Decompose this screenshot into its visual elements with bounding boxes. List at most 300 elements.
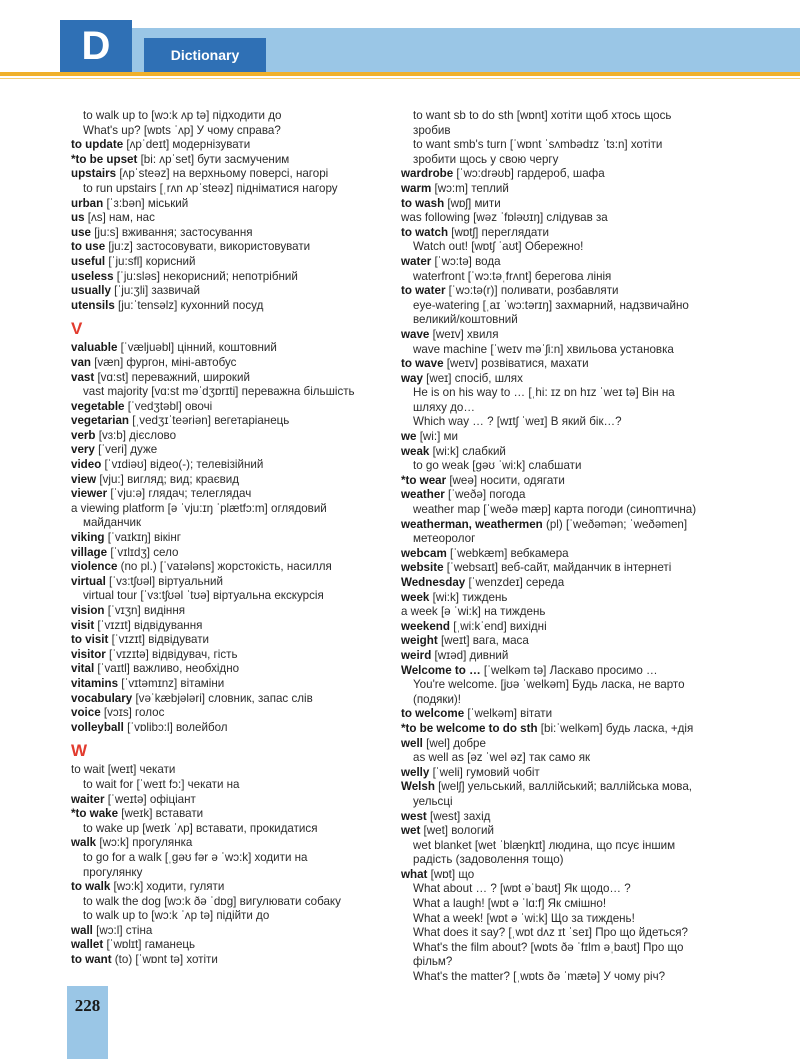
dictionary-entry	[71, 109, 391, 124]
entry-text: [ju:s] вживання; застосування	[90, 225, 253, 239]
dictionary-entry	[71, 619, 391, 634]
dictionary-entry	[401, 955, 701, 970]
dictionary-entry	[401, 488, 701, 503]
entry-headword: to visit	[71, 633, 109, 647]
entry-text: [vəˈkæbjələri] словник, запас слів	[132, 691, 313, 705]
entry-text: уельсці	[413, 794, 453, 808]
dictionary-entry	[401, 270, 701, 285]
entry-headword: to watch	[401, 225, 449, 239]
entry-text: [wɒt] що	[427, 867, 475, 881]
entry-headword: us	[71, 211, 85, 225]
dictionary-entry	[71, 909, 391, 924]
dictionary-entry	[401, 664, 701, 679]
dictionary-entry	[401, 547, 701, 562]
entry-headword: visit	[71, 618, 95, 632]
dictionary-entry	[71, 793, 391, 808]
right-column	[401, 109, 701, 985]
dictionary-entry	[71, 677, 391, 692]
dictionary-entry	[71, 924, 391, 939]
entry-text: to want sb to do sth [wɒnt] хотіти щоб хтось щось	[413, 109, 672, 122]
entry-headword: west	[401, 809, 427, 823]
entry-text: великий/коштовний	[413, 313, 518, 327]
entry-headword: walk	[71, 836, 97, 850]
entry-headword: violence	[71, 560, 118, 574]
entry-text: [ˈɜ:bən] міський	[103, 196, 189, 210]
page-number: 228	[74, 996, 101, 1015]
entry-text: [ˈwɔ:drəʊb] гардероб, шафа	[453, 167, 605, 181]
dictionary-entry	[71, 706, 391, 721]
header-letter: D	[60, 20, 132, 72]
entry-text: [ˌwi:kˈend] вихідні	[449, 619, 547, 633]
dictionary-entry	[401, 780, 701, 795]
dictionary-entry	[401, 882, 701, 897]
dictionary-entry	[71, 458, 391, 473]
entry-text: майданчик	[83, 516, 142, 530]
entry-headword: Welcome to …	[401, 663, 481, 677]
entry-headword: welly	[401, 765, 430, 779]
entry-text: [ˈweðə] погода	[444, 488, 526, 502]
entry-text: [weɪt] вага, маса	[437, 634, 529, 648]
entry-headword: vegetarian	[71, 414, 129, 428]
dictionary-entry	[401, 620, 701, 635]
dictionary-entry	[401, 722, 701, 737]
entry-text: to walk up to [wɔ:k ʌp tə] підходити до	[83, 109, 282, 122]
entry-text: [ˈvaɪkɪŋ] вікінг	[104, 531, 182, 545]
dictionary-entry	[401, 634, 701, 649]
entry-text: [wɔ:k] ходити, гуляти	[110, 880, 225, 894]
entry-headword: village	[71, 545, 108, 559]
dictionary-entry	[401, 474, 701, 489]
entry-text: [ˈju:sfl] корисний	[105, 254, 196, 268]
dictionary-entry	[401, 561, 701, 576]
dictionary-entry	[71, 284, 391, 299]
entry-text: to go for a walk [ˌgəʊ fər ə ˈwɔ:k] ходити на	[83, 850, 308, 864]
entry-text: [ʌpˈdeɪt] модернізувати	[123, 138, 251, 152]
dictionary-entry	[71, 895, 391, 910]
dictionary-entry	[401, 313, 701, 328]
dictionary-entry	[401, 226, 701, 241]
header-rule	[0, 72, 800, 76]
entry-text: [weə] носити, одягати	[446, 473, 565, 487]
dictionary-entry	[401, 445, 701, 460]
entry-text: [weɪ] спосіб, шлях	[422, 371, 523, 385]
entry-text: фільм?	[413, 955, 453, 969]
entry-text: [ˈvju:ə] глядач; телеглядач	[107, 487, 252, 501]
entry-headword: weekend	[401, 619, 450, 633]
entry-headword: to use	[71, 240, 106, 254]
entry-text: [wɒʃ] мити	[444, 196, 501, 210]
entry-text: [ju:ˈtensəlz] кухонний посуд	[114, 298, 264, 312]
entry-headword: to want	[71, 953, 112, 967]
dictionary-entry	[71, 356, 391, 371]
dictionary-entry	[401, 897, 701, 912]
dictionary-entry	[71, 778, 391, 793]
entry-text: Which way … ? [wɪtʃ ˈweɪ] В який бік…?	[413, 415, 622, 429]
entry-text: to walk up to [wɔ:k ˈʌp tə] підійти до	[83, 909, 270, 923]
entry-headword: *to be welcome to do sth	[401, 721, 538, 735]
entry-text: virtual tour [ˈvɜ:tʃʊəl ˈtʊə] віртуальна екскурсія	[83, 589, 324, 603]
left-column	[71, 109, 391, 968]
dictionary-entry	[71, 487, 391, 502]
entry-headword: useless	[71, 269, 114, 283]
entry-text: [ˈvɪzɪt] відвідувати	[108, 633, 209, 647]
dictionary-entry	[401, 182, 701, 197]
dictionary-entry	[401, 707, 701, 722]
dictionary-entry	[401, 853, 701, 868]
entry-text: to wait [weɪt] чекати	[71, 763, 176, 777]
entry-text: to go weak [gəʊ ˈwi:k] слабшати	[413, 459, 582, 473]
dictionary-entry	[71, 341, 391, 356]
entry-text: waterfront [ˈwɔ:təˌfrʌnt] берегова лінія	[413, 269, 612, 283]
dictionary-entry	[401, 284, 701, 299]
entry-text: зробив	[413, 123, 451, 137]
entry-headword: utensils	[71, 298, 115, 312]
entry-text: [ˌvedʒɪˈteəriən] вегетаріанець	[129, 414, 290, 428]
entry-headword: to wave	[401, 357, 444, 371]
dictionary-entry	[401, 138, 701, 153]
entry-text: [weɪv] розвіватися, махати	[443, 357, 589, 371]
dictionary-entry	[401, 197, 701, 212]
page-header	[0, 0, 800, 72]
dictionary-entry	[401, 386, 701, 401]
entry-headword: upstairs	[71, 167, 117, 181]
entry-text: a viewing platform [ə ˈvju:ɪŋ ˈplætfɔ:m] оглядовий	[71, 501, 327, 515]
entry-text: a week [ə ˈwi:k] на тиждень	[401, 605, 546, 619]
entry-text: [ˈvɪʒn] видіння	[104, 604, 186, 617]
entry-headword: Welsh	[401, 780, 435, 794]
dictionary-entry	[401, 912, 701, 927]
entry-headword: video	[71, 458, 102, 472]
entry-text: [wɔ:k] прогулянка	[96, 836, 193, 850]
dictionary-entry	[71, 575, 391, 590]
entry-text: радість (задоволення тощо)	[413, 853, 564, 867]
entry-text: [welʃ] уельський, валлійський; валлійська мова,	[434, 780, 693, 794]
entry-headword: to walk	[71, 880, 111, 894]
dictionary-entry	[71, 516, 391, 531]
dictionary-entry	[401, 415, 701, 430]
dictionary-entry	[71, 648, 391, 663]
dictionary-entry	[71, 851, 391, 866]
entry-headword: volleyball	[71, 720, 124, 734]
entry-text: What a laugh! [wɒt ə ˈlɑ:f] Як смішно!	[413, 897, 607, 911]
entry-text: [wɪəd] дивний	[431, 648, 509, 662]
entry-headword: wet	[401, 824, 421, 838]
dictionary-entry	[401, 343, 701, 358]
entry-text: [ˈwɔ:tə] вода	[431, 254, 501, 268]
entry-text: [ˈwebkæm] вебкамера	[446, 546, 569, 560]
entry-headword: water	[401, 254, 432, 268]
dictionary-entry	[401, 328, 701, 343]
dictionary-entry	[401, 839, 701, 854]
entry-text: [ˈvedʒtəbl] овочі	[124, 399, 213, 413]
dictionary-entry	[401, 970, 701, 985]
entry-text: (pl) [ˈweðəmən; ˈweðəmen]	[542, 517, 688, 531]
entry-headword: waiter	[71, 792, 105, 806]
entry-text: to wait for [ˈweɪt fɔ:] чекати на	[83, 777, 240, 791]
entry-text: [wɔ:m] теплий	[431, 181, 509, 195]
entry-text: (подяки)!	[413, 692, 462, 706]
entry-text: [ˈvɪlɪdʒ] село	[107, 545, 179, 559]
entry-text: to run upstairs [ˌrʌn ʌpˈsteəz] підніматися нагору	[83, 181, 338, 195]
entry-text: [ˈwelkəm tə] Ласкаво просимо …	[480, 663, 658, 677]
entry-text: [ˈvɪtəmɪnz] вітаміни	[118, 676, 225, 690]
entry-headword: verb	[71, 428, 96, 442]
entry-text: [væn] фургон, міні-автобус	[90, 355, 237, 369]
dictionary-entry	[401, 240, 701, 255]
entry-headword: useful	[71, 254, 106, 268]
entry-text: [ˈweli] гумовий чобіт	[429, 765, 540, 779]
dictionary-entry	[71, 167, 391, 182]
entry-text: (no pl.) [ˈvaɪələns] жорстокість, насилля	[117, 560, 332, 574]
entry-headword: urban	[71, 196, 104, 210]
entry-text: weather map [ˈweðə mæp] карта погоди (синоптична)	[413, 503, 697, 517]
entry-headword: what	[401, 867, 428, 881]
dictionary-entry	[71, 589, 391, 604]
dictionary-entry	[401, 109, 701, 124]
dictionary-entry	[71, 633, 391, 648]
entry-text: [ˈwebsaɪt] веб-сайт, майданчик в інтернеті	[443, 561, 672, 575]
entry-text: [ˈvɪdiəʊ] відео(-); телевізійний	[101, 458, 264, 472]
entry-headword: weak	[401, 444, 430, 458]
dictionary-entry	[71, 938, 391, 953]
dictionary-entry	[401, 795, 701, 810]
entry-headword: very	[71, 443, 95, 457]
dictionary-entry	[71, 836, 391, 851]
entry-text: [bi: ʌpˈset] бути засмученим	[137, 152, 290, 166]
entry-headword: visitor	[71, 647, 106, 661]
entry-headword: weird	[401, 648, 432, 662]
dictionary-entry	[71, 866, 391, 881]
entry-text: [ʌs] нам, нас	[84, 211, 155, 225]
dictionary-entry	[71, 270, 391, 285]
entry-headword: voice	[71, 706, 101, 720]
entry-headword: viewer	[71, 487, 108, 501]
entry-text: [ˈju:sləs] некорисний; непотрібний	[113, 269, 298, 283]
entry-text: was following [wəz ˈfɒləʊɪŋ] слідував за	[401, 211, 608, 225]
dictionary-entry	[401, 737, 701, 752]
entry-headword: vast	[71, 370, 95, 384]
dictionary-entry	[401, 751, 701, 766]
entry-headword: vitamins	[71, 676, 119, 690]
dictionary-entry	[71, 473, 391, 488]
dictionary-entry	[71, 255, 391, 270]
entry-text: [wi:k] слабкий	[429, 444, 506, 458]
entry-text: [ju:z] застосовувати, використовувати	[105, 240, 311, 254]
entry-headword: van	[71, 355, 91, 369]
entry-text: What's the matter? [ˌwɒts ðə ˈmætə] У чому річ?	[413, 970, 666, 984]
dictionary-entry	[71, 560, 391, 575]
dictionary-entry	[71, 443, 391, 458]
dictionary-entry	[401, 372, 701, 387]
entry-text: [ˈvɪzɪtə] відвідувач, гість	[105, 647, 238, 661]
entry-text: шляху до…	[413, 400, 475, 414]
header-title: Dictionary	[144, 38, 266, 72]
dictionary-entry	[401, 153, 701, 168]
entry-text: [wet] вологий	[420, 824, 495, 838]
dictionary-entry	[401, 401, 701, 416]
entry-text: [ˈweɪtə] офіціант	[104, 792, 196, 806]
entry-headword: *to be upset	[71, 152, 138, 166]
entry-text: [weɪk] вставати	[118, 807, 204, 821]
entry-text: [ˈveri] дуже	[94, 443, 158, 457]
entry-text: What's the film about? [wɒts ðə ˈfɪlm əˌbaʊt] Про що	[413, 940, 684, 954]
entry-text: He is on his way to … [ˌhi: ɪz ɒn hɪz ˈweɪ tə] Він на	[413, 386, 675, 400]
entry-headword: usually	[71, 284, 111, 298]
entry-text: You're welcome. [jʊə ˈwelkəm] Будь ласка, не варто	[413, 678, 685, 692]
entry-headword: vegetable	[71, 399, 125, 413]
entry-headword: use	[71, 225, 91, 239]
entry-headword: to water	[401, 284, 446, 298]
entry-headword: vital	[71, 662, 95, 676]
entry-text: [ˈwenzdeɪ] середа	[465, 576, 565, 589]
entry-text: [wi:] ми	[416, 430, 458, 444]
entry-headword: website	[401, 561, 444, 575]
entry-headword: *to wake	[71, 807, 119, 821]
dictionary-entry	[71, 763, 391, 778]
entry-headword: way	[401, 371, 423, 385]
dictionary-entry	[71, 721, 391, 736]
dictionary-entry	[401, 810, 701, 825]
entry-text: [ˈwɔ:tə(r)] поливати, розбавляти	[445, 284, 619, 298]
entry-text: [weɪv] хвиля	[429, 327, 499, 341]
entry-headword: view	[71, 472, 97, 486]
entry-text: [ˈvɜ:tʃʊəl] віртуальний	[105, 574, 223, 588]
header-rule-thin	[0, 78, 800, 79]
dictionary-entry	[71, 662, 391, 677]
entry-headword: well	[401, 736, 423, 750]
dictionary-entry	[401, 532, 701, 547]
dictionary-entry	[71, 429, 391, 444]
entry-headword: valuable	[71, 341, 118, 355]
dictionary-entry	[71, 211, 391, 226]
entry-text: [vɑ:st] переважний, широкий	[94, 370, 250, 384]
entry-text: as well as [əz ˈwel əz] так само як	[413, 751, 591, 765]
entry-text: wet blanket [wet ˈblæŋkɪt] людина, що псує іншим	[413, 838, 676, 852]
entry-headword: we	[401, 430, 417, 444]
dictionary-entry	[401, 299, 701, 314]
dictionary-entry	[401, 591, 701, 606]
entry-headword: viking	[71, 531, 105, 545]
dictionary-entry	[71, 692, 391, 707]
dictionary-entry	[401, 503, 701, 518]
dictionary-entry	[71, 182, 391, 197]
entry-text: [vɔɪs] голос	[100, 706, 165, 720]
entry-headword: virtual	[71, 574, 106, 588]
entry-text: [ˈvæljuəbl] цінний, коштовний	[117, 341, 277, 355]
dictionary-entry	[71, 822, 391, 837]
dictionary-entry	[71, 226, 391, 241]
dictionary-entry	[401, 941, 701, 956]
dictionary-entry	[401, 167, 701, 182]
entry-text: What about … ? [wɒt əˈbaʊt] Як щодо… ?	[413, 882, 631, 896]
dictionary-entry	[71, 385, 391, 400]
dictionary-entry	[401, 576, 701, 591]
dictionary-entry	[71, 546, 391, 561]
entry-text: [wel] добре	[422, 736, 486, 750]
entry-headword: to welcome	[401, 707, 465, 721]
entry-headword: vision	[71, 604, 105, 617]
dictionary-entry	[71, 502, 391, 517]
entry-headword: to update	[71, 138, 124, 152]
entry-text: [ˈvaɪtl] важливо, необхідно	[94, 662, 240, 676]
section-letter: V	[71, 319, 83, 339]
entry-text: зробити щось у свою чергу	[413, 152, 559, 166]
dictionary-entry	[71, 371, 391, 386]
entry-headword: warm	[401, 181, 432, 195]
dictionary-entry	[71, 414, 391, 429]
entry-headword: wave	[401, 327, 430, 341]
dictionary-entry	[71, 880, 391, 895]
entry-text: [wi:k] тиждень	[429, 590, 508, 604]
entry-text: vast majority [vɑ:st məˈdʒɒrɪti] переважна більшість	[83, 385, 355, 399]
dictionary-entry	[401, 518, 701, 533]
dictionary-entry	[401, 678, 701, 693]
dictionary-entry	[401, 459, 701, 474]
entry-text: [bi:ˈwelkəm] будь ласка, +дія	[537, 721, 694, 735]
entry-text: [ˈvɪzɪt] відвідування	[94, 618, 203, 632]
dictionary-entry	[71, 807, 391, 822]
entry-text: Watch out! [wɒtʃ ˈaʊt] Обережно!	[413, 240, 584, 254]
entry-text: to want smb's turn [ˈwɒnt ˈsʌmbədɪz ˈtɜ:n] хотіти	[413, 138, 663, 152]
dictionary-entry	[401, 605, 701, 620]
dictionary-entry	[401, 766, 701, 781]
entry-headword: webcam	[401, 546, 447, 560]
entry-headword: weather	[401, 488, 445, 502]
entry-text: eye-watering [ˌaɪ ˈwɔ:tərɪŋ] захмарний, надзвичайно	[413, 298, 689, 312]
entry-text: to walk the dog [wɔ:k ðə ˈdɒg] вигулювати собаку	[83, 894, 341, 908]
dictionary-entry	[71, 240, 391, 255]
entry-text: [ˈvɒlibɔ:l] волейбол	[123, 720, 228, 734]
entry-text: [wɔ:l] стіна	[92, 923, 153, 937]
dictionary-entry	[401, 926, 701, 941]
entry-text: What's up? [wɒts ˈʌp] У чому справа?	[83, 123, 281, 137]
dictionary-entry	[71, 531, 391, 546]
entry-text: [ˈju:ʒli] зазвичай	[110, 284, 200, 298]
entry-text: [ˈwɒlɪt] гаманець	[103, 938, 196, 952]
dictionary-entry	[401, 211, 701, 226]
section-letter: W	[71, 741, 88, 761]
entry-headword: weight	[401, 634, 438, 648]
dictionary-entry	[401, 255, 701, 270]
entry-headword: wall	[71, 923, 93, 937]
entry-headword: *to wear	[401, 473, 447, 487]
entry-text: прогулянку	[83, 865, 143, 879]
entry-text: What a week! [wɒt ə ˈwi:k] Що за тиждень!	[413, 911, 635, 925]
entry-headword: wardrobe	[401, 167, 454, 181]
entry-text: [wɒtʃ] переглядати	[448, 225, 549, 239]
entry-text: to wake up [weɪk ˈʌp] вставати, прокидатися	[83, 821, 318, 835]
dictionary-entry	[71, 953, 391, 968]
entry-headword: Wednesday	[401, 576, 466, 589]
dictionary-entry	[401, 693, 701, 708]
dictionary-entry	[401, 868, 701, 883]
dictionary-entry	[401, 649, 701, 664]
entry-headword: vocabulary	[71, 691, 133, 705]
entry-text: [ˈwelkəm] вітати	[464, 707, 553, 721]
dictionary-entry	[401, 124, 701, 139]
dictionary-entry	[71, 400, 391, 415]
entry-text: [vɜ:b] дієслово	[95, 428, 177, 442]
entry-headword: week	[401, 590, 430, 604]
entry-text: [west] захід	[426, 809, 491, 823]
entry-text: метеоролог	[413, 532, 476, 546]
entry-text: [vju:] вигляд; вид; краєвид	[96, 472, 240, 486]
entry-text: wave machine [ˈweɪv məˈʃi:n] хвильова установка	[413, 342, 674, 356]
dictionary-entry	[401, 430, 701, 445]
dictionary-entry	[71, 138, 391, 153]
entry-text: What does it say? [ˌwɒt dʌz ɪt ˈseɪ] Про що йдеться?	[413, 926, 688, 940]
entry-text: [ʌpˈsteəz] на верхньому поверсі, нагорі	[116, 167, 329, 181]
